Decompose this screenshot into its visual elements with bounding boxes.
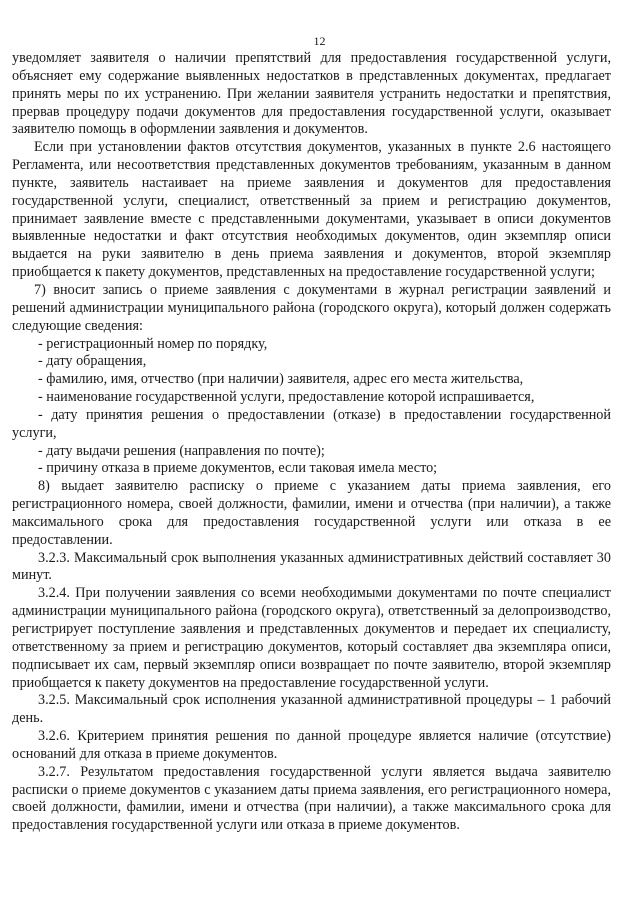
list-item-issue-date: - дату выдачи решения (направления по почте); (38, 442, 325, 459)
paragraph-journal-entry: 7) вносит запись о приеме заявления с документами в журнал регистрации заявлений и решений администрации муниципального района (городского округа), который должен содержать следующие сведения: (12, 281, 611, 334)
paragraph-receipt: 8) выдает заявителю расписку о приеме с указанием даты приема заявления, его регистрационного номера, своей должности, фамилии, имени и отчества (при наличии), а также максимального срока для предоставления государственной услуги или отказа в ее предоставлении. (12, 478, 611, 548)
list-item-request-date: - дату обращения, (38, 353, 147, 370)
paragraph-3-2-7: 3.2.7. Результатом предоставления государственной услуги является выдача заявителю расписки о приеме документов с указанием даты приема заявления, его регистрационного номера, своей должности, фамилии, имени и отчества (при наличии), а также максимального срока для предоставления государственной услуги или отказа в приеме документов. (12, 763, 611, 834)
paragraph-missing-documents: Если при установлении фактов отсутствия документов, указанных в пункте 2.6 настоящего Регламента, или несоответствия представленных документов требованиям, указанным в данном пункте, заявитель настаивает на приеме заявления и документов для предоставления государственной услуги, специалист, ответственный за прием и регистрацию документов, принимает заявление вместе с представленными документами, указывает в описи документов выявленные недостатки и факт отсутствия необходимых документов, один экземпляр описи выдается на руки заявителю в день приема заявления и документов, второй экземпляр приобщается к пакету документов, представленных на предоставление государственной услуги; (12, 139, 611, 281)
paragraph-3-2-3: 3.2.3. Максимальный срок выполнения указанных административных действий составляет 30 минут. (12, 549, 611, 584)
list-item-decision-date: - дату принятия решения о предоставлении (отказе) в предоставлении государственной услуги, (12, 406, 611, 441)
paragraph-3-2-5: 3.2.5. Максимальный срок исполнения указанной административной процедуры – 1 рабочий день. (12, 692, 611, 727)
list-item-applicant-name: - фамилию, имя, отчество (при наличии) заявителя, адрес его места жительства, (38, 371, 524, 388)
list-item-refusal-reason: - причину отказа в приеме документов, если таковая имела место; (38, 460, 438, 477)
list-item-service-name: - наименование государственной услуги, предоставление которой испрашивается, (38, 389, 535, 406)
document-body (12, 50, 611, 835)
page-number: 12 (313, 34, 326, 48)
list-item-registration-number: - регистрационный номер по порядку, (38, 335, 268, 352)
paragraph-3-2-4: 3.2.4. При получении заявления со всеми необходимыми документами по почте специалист администрации муниципального района (городского округа), ответственный за делопроизводство, регистрирует поступление заявления и представленных документов и передает их специалисту, ответственному за прием и регистрацию документов, который составляет два экземпляра описи, подписывает их сам, первый экземпляр описи возвращает по почте заявителю, второй экземпляр приобщается к пакету документов на предоставление государственной услуги. (12, 585, 611, 691)
paragraph-3-2-6: 3.2.6. Критерием принятия решения по данной процедуре является наличие (отсутствие) оснований для отказа в приеме документов. (12, 728, 611, 762)
paragraph-notify-applicant: уведомляет заявителя о наличии препятствий для предоставления государственной услуги, объясняет ему содержание выявленных недостатков в представленных документах, предлагает принять меры по их устранению. При желании заявителя устранить недостатки и препятствия, прервав процедуру подачи документов для предоставления государственной услуги, оказывает заявителю помощь в оформлении заявления и документов. (12, 50, 611, 138)
